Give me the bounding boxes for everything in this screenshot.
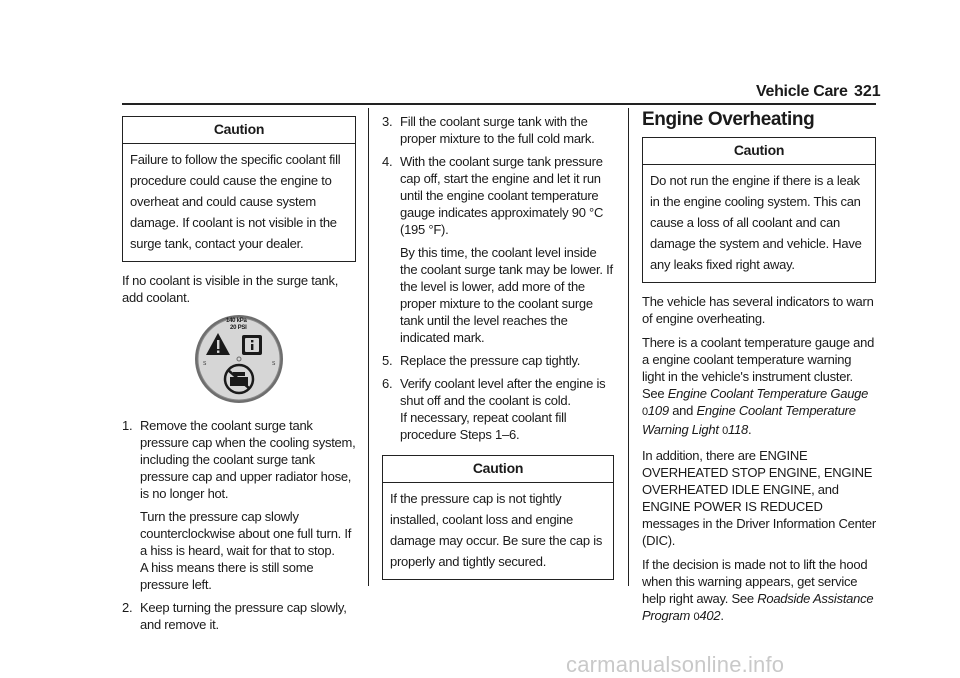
step-subtext: If necessary, repeat coolant fill procedure Steps 1–6. <box>400 410 567 442</box>
middle-column <box>382 113 614 580</box>
step-number: 4. <box>382 154 393 169</box>
caution-text: Failure to follow the specific coolant fill procedure could cause the engine to overheat and could cause system damage. If coolant is not visible in the surge tank, contact your dealer. <box>130 152 341 251</box>
caution-text: If the pressure cap is not tightly installed, coolant loss and engine damage may occur. Be sure the cap is properly and tightly secured. <box>390 491 603 569</box>
page-number: 321 <box>854 83 881 100</box>
page-ref-icon: 0 <box>693 611 700 623</box>
column-divider-left <box>368 108 369 586</box>
step-number: 5. <box>382 353 393 368</box>
step-subtext: By this time, the coolant level inside the coolant surge tank may be lower. If the level is lower, add more of the proper mixture to the coolant surge tank until the level reaches the indicated mark. <box>400 245 613 345</box>
caution-title: Caution <box>123 117 355 144</box>
intro-paragraph: If no coolant is visible in the surge tank, add coolant. <box>122 273 339 305</box>
svg-text:S: S <box>203 361 207 367</box>
cap-label-kpa: 140 kPa <box>226 318 247 324</box>
link-page-118[interactable]: 118 <box>727 422 748 437</box>
paragraph-service <box>642 556 876 626</box>
paragraph-indicators: The vehicle has several indicators to warn of engine overheating. <box>642 294 874 326</box>
right-column <box>642 111 876 633</box>
page-ref-icon: 0 <box>642 406 648 418</box>
step-number: 2. <box>122 600 133 615</box>
column-divider-right <box>628 108 629 586</box>
caution-box-pressure-cap <box>382 455 614 580</box>
caution-box-coolant-fill <box>122 116 356 262</box>
left-column <box>122 116 356 639</box>
step-text: With the coolant surge tank pressure cap off, start the engine and let it run until the engine coolant temperature gauge indicates approximately 90 °C (195 °F). <box>400 154 604 237</box>
list-item <box>122 417 356 593</box>
list-item <box>382 375 614 443</box>
link-engine-coolant-temperature-warning-light[interactable]: Engine Coolant Temperature Warning Light <box>642 403 856 437</box>
steps-list-3-6 <box>382 113 614 443</box>
link-page-109[interactable]: 109 <box>647 403 669 418</box>
caution-text: Do not run the engine if there is a leak in the engine cooling system. This can cause a loss of all coolant and can damage the system and vehicle. Have any leaks fixed right away. <box>650 173 862 272</box>
caution-title: Caution <box>643 138 875 165</box>
step-text: Remove the coolant surge tank pressure cap when the cooling system, including the coolant surge tank pressure cap and upper radiator hose, is no longer hot. <box>140 418 356 501</box>
watermark: carmanualsonline.info <box>566 652 785 677</box>
step-number: 6. <box>382 376 393 391</box>
caution-box-leak <box>642 137 876 283</box>
caution-title: Caution <box>383 456 613 483</box>
page-ref-icon: 0 <box>722 425 728 437</box>
link-roadside-assistance-program[interactable]: Roadside Assistance Program <box>642 591 874 623</box>
link-page-402[interactable]: 402 <box>699 608 721 623</box>
link-engine-coolant-temperature-gauge[interactable]: Engine Coolant Temperature Gauge <box>667 386 869 401</box>
paragraph-text: . <box>747 422 752 437</box>
paragraph-text: There is a coolant temperature gauge and a engine coolant temperature warning light in the vehicle's instrument cluster. See <box>642 335 875 401</box>
paragraph-text: . <box>720 608 724 623</box>
header-rule <box>122 103 876 105</box>
running-header-title: Vehicle Care <box>756 83 848 100</box>
paragraph-dic-messages: In addition, there are ENGINE OVERHEATED STOP ENGINE, ENGINE OVERHEATED IDLE ENGINE, and ENGINE POWER IS REDUCED messages in the Driver Information Center (DIC). <box>642 448 876 548</box>
list-item <box>122 599 356 633</box>
paragraph-text: If the decision is made not to lift the hood when this warning appears, get service help right away. See <box>642 557 868 606</box>
step-text: Fill the coolant surge tank with the proper mixture to the full cold mark. <box>400 114 595 146</box>
step-text: Keep turning the pressure cap slowly, and remove it. <box>140 600 347 632</box>
step-subtext: A hiss means there is still some pressure left. <box>140 560 314 592</box>
list-item <box>382 153 614 346</box>
step-number: 1. <box>122 418 133 433</box>
pressure-cap-illustration <box>122 313 356 409</box>
step-subtext: Turn the pressure cap slowly counterclockwise about one full turn. If a hiss is heard, wait for that to stop. <box>140 509 352 558</box>
paragraph-gauge <box>642 334 876 440</box>
step-text: Verify coolant level after the engine is shut off and the coolant is cold. <box>400 376 606 408</box>
step-text: Replace the pressure cap tightly. <box>400 353 581 368</box>
steps-list-1-2 <box>122 417 356 633</box>
svg-text:S: S <box>272 361 276 367</box>
step-number: 3. <box>382 114 393 129</box>
cap-label-psi: 20 PSI <box>230 325 247 331</box>
paragraph-text: and <box>668 403 697 418</box>
section-title: Engine Overheating <box>642 109 815 130</box>
list-item <box>382 352 614 369</box>
list-item <box>382 113 614 147</box>
